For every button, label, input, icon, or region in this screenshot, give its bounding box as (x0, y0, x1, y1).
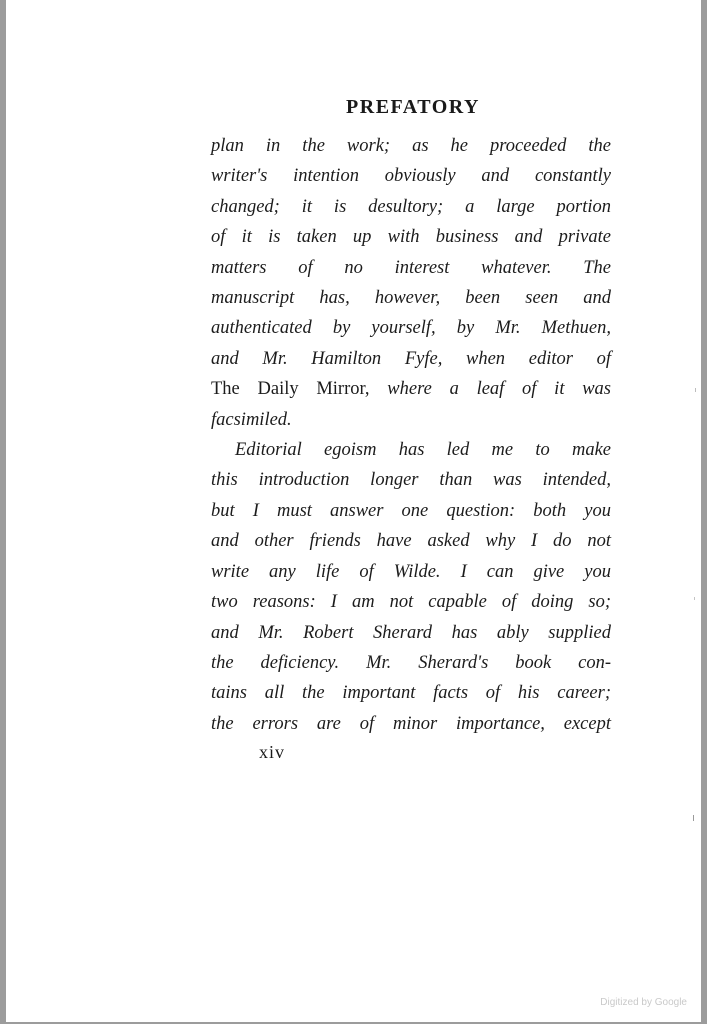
text-line: Editorial egoism has led me to make (235, 440, 611, 461)
book-page (6, 0, 701, 1022)
page-body (211, 131, 611, 739)
text-line: and other friends have asked why I do not (211, 531, 611, 552)
scan-specks (689, 0, 701, 1022)
text-line: two reasons: I am not capable of doing so; (211, 592, 611, 613)
text-line: and Mr. Robert Sherard has ably supplied (211, 622, 611, 643)
text-line: manuscript has, however, been seen and (211, 288, 611, 309)
text-line: facsimiled. (211, 409, 292, 430)
page-number: xiv (259, 742, 286, 762)
text-line: and Mr. Hamilton Fyfe, when editor of (211, 348, 611, 369)
publication-title: The Daily Mirror, (211, 379, 370, 400)
text-line: writer's intention obviously and constantly (211, 166, 611, 187)
digitization-watermark: Digitized by Google (600, 997, 687, 1008)
text-line (211, 374, 611, 404)
text-line: of it is taken up with business and private (211, 227, 611, 248)
text-line: authenticated by yourself, by Mr. Methuen, (211, 318, 611, 339)
text-line: the deficiency. Mr. Sherard's book con- (211, 652, 611, 673)
text-line: write any life of Wilde. I can give you (211, 561, 611, 582)
text-line: this introduction longer than was intended, (211, 470, 611, 491)
text-line: the errors are of minor importance, except (211, 713, 611, 734)
text-line: matters of no interest whatever. The (211, 257, 611, 278)
text-line: tains all the important facts of his career; (211, 683, 611, 704)
text-line: plan in the work; as he proceeded the (211, 136, 611, 156)
page-heading: PREFATORY (346, 96, 480, 118)
text-line: but I must answer one question: both you (211, 500, 611, 521)
text-line: changed; it is desultory; a large portion (211, 196, 611, 217)
text-fragment: where a leaf of it was (369, 379, 611, 400)
